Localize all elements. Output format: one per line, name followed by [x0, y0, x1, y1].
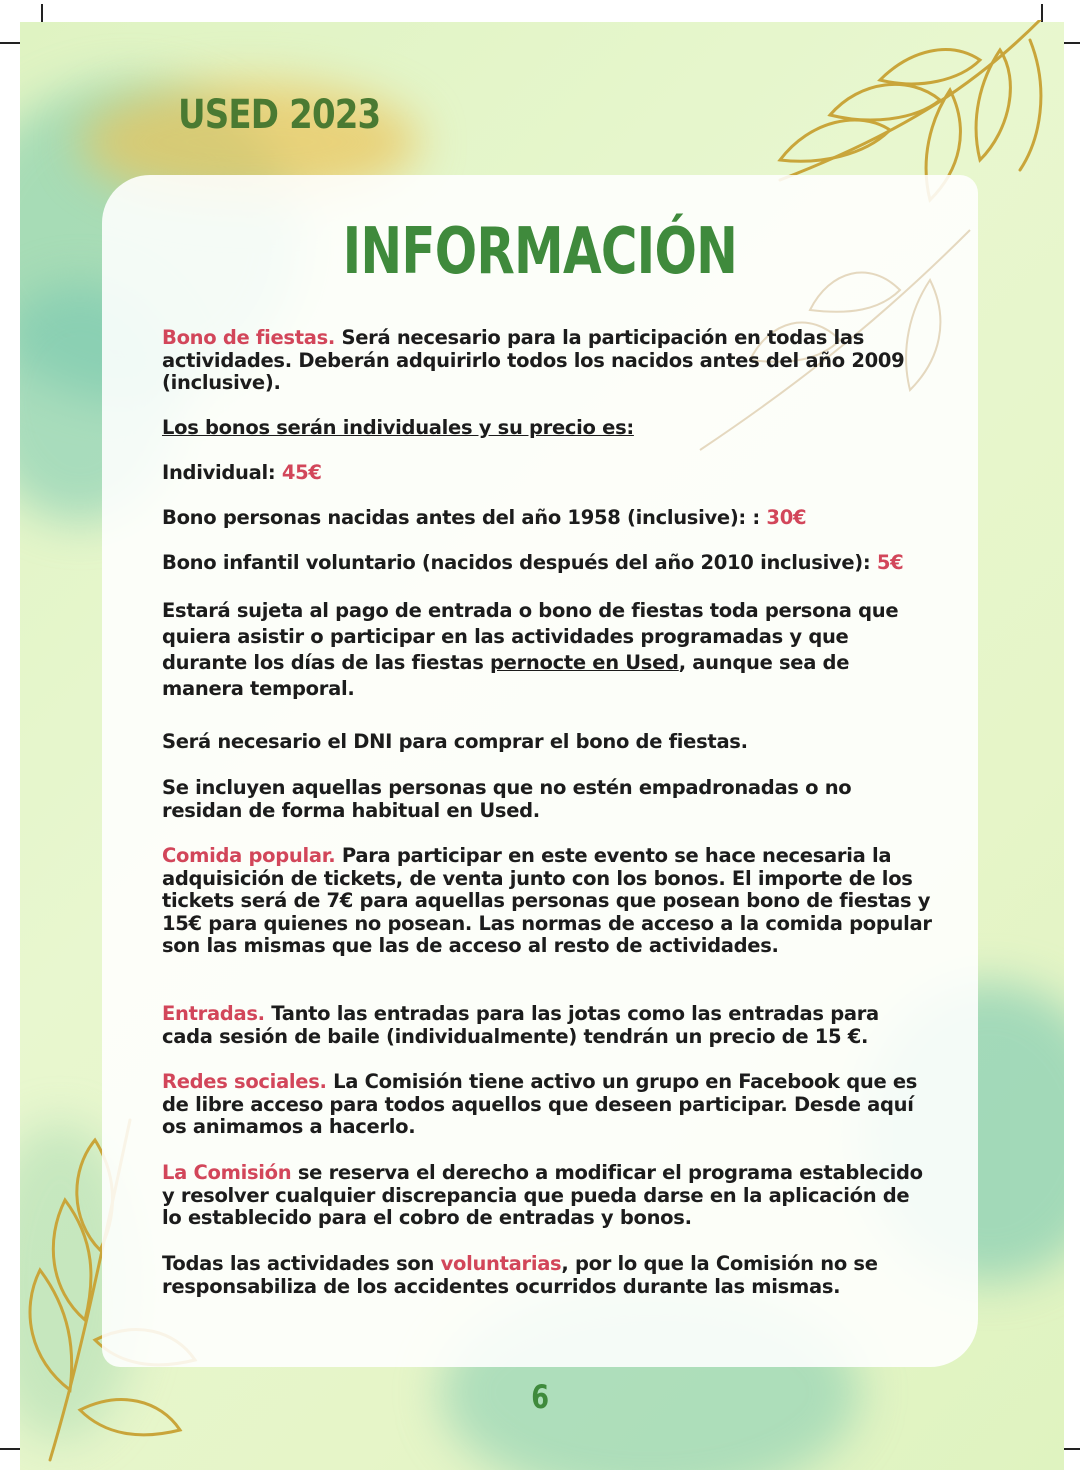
price-value: 30€ — [766, 506, 807, 529]
price-label: Bono personas nacidas antes del año 1958 (inclusive): : — [162, 506, 767, 529]
section-text: se reserva el derecho a modificar el programa establecido y resolver cualquier discrepancia que pueda darse en la aplicación de lo establecido para el cobro de entradas y bonos. — [162, 1161, 923, 1229]
section-label: Comida popular. — [162, 844, 336, 867]
tickets-paragraph — [162, 1003, 932, 1048]
subject-text: Estará sujeta al pago de entrada o bono de fiestas toda persona que quiera asistir o participar en las actividades programadas y que durante los días de las fiestas — [162, 599, 899, 674]
price-label: Bono infantil voluntario (nacidos después del año 2010 inclusive): — [162, 551, 877, 574]
section-label: Entradas. — [162, 1002, 265, 1025]
section-text: Será necesario para la participación en todas las actividades. Deberán adquirirlo todos los nacidos antes del año 2009 (inclusive). — [162, 326, 905, 394]
page-title — [0, 215, 1080, 289]
subject-underlined: pernocte en Used — [490, 651, 679, 674]
section-label: Bono de fiestas. — [162, 326, 335, 349]
meal-paragraph — [162, 845, 932, 958]
commission-paragraph — [162, 1162, 932, 1230]
subject-text-end: , aunque sea de manera temporal. — [162, 651, 850, 700]
price-label: Individual: — [162, 461, 282, 484]
page-number — [0, 1378, 1080, 1416]
crop-mark — [1064, 42, 1080, 44]
section-text: Para participar en este evento se hace necesaria la adquisición de tickets, de venta junto con los bonos. El importe de los tickets será de 7€ para aquellas personas que posean bono de fiestas y 15€ para quienes no posean. Las normas de acceso a la comida popular son las mismas que las de acceso al resto de actividades. — [162, 844, 932, 957]
price-value: 45€ — [281, 461, 322, 484]
subject-paragraph — [162, 598, 932, 702]
page-title-text: INFORMACIÓN — [342, 215, 738, 289]
year-tag: USED 2023 — [178, 92, 381, 138]
crop-mark — [1064, 1448, 1080, 1450]
price-children — [162, 552, 932, 575]
prices-heading: Los bonos serán individuales y su precio es: — [162, 416, 634, 439]
section-label: Redes sociales. — [162, 1070, 327, 1093]
voluntary-text: Todas las actividades son — [162, 1252, 441, 1275]
voluntary-text-end: , por lo que la Comisión no se responsabiliza de los accidentes ocurridos durante las mismas. — [162, 1252, 878, 1298]
dni-paragraph: Será necesario el DNI para comprar el bono de fiestas. — [162, 730, 748, 753]
social-paragraph — [162, 1071, 932, 1139]
crop-mark — [41, 4, 43, 22]
section-label: La Comisión — [162, 1161, 292, 1184]
price-individual — [162, 462, 932, 485]
included-paragraph: Se incluyen aquellas personas que no estén empadronadas o no residan de forma habitual en Used. — [162, 776, 852, 822]
section-text: Tanto las entradas para las jotas como las entradas para cada sesión de baile (individualmente) tendrán un precio de 15 €. — [162, 1002, 879, 1048]
crop-mark — [0, 42, 20, 44]
section-text: La Comisión tiene activo un grupo en Facebook que es de libre acceso para todos aquellos que deseen participar. Desde aquí os animamos a hacerlo. — [162, 1070, 918, 1138]
voluntary-highlight: voluntarias — [440, 1252, 562, 1275]
page-number-text: 6 — [531, 1378, 549, 1416]
price-value: 5€ — [876, 551, 904, 574]
bono-paragraph — [162, 327, 932, 395]
voluntary-paragraph — [162, 1253, 932, 1298]
price-seniors — [162, 507, 932, 530]
